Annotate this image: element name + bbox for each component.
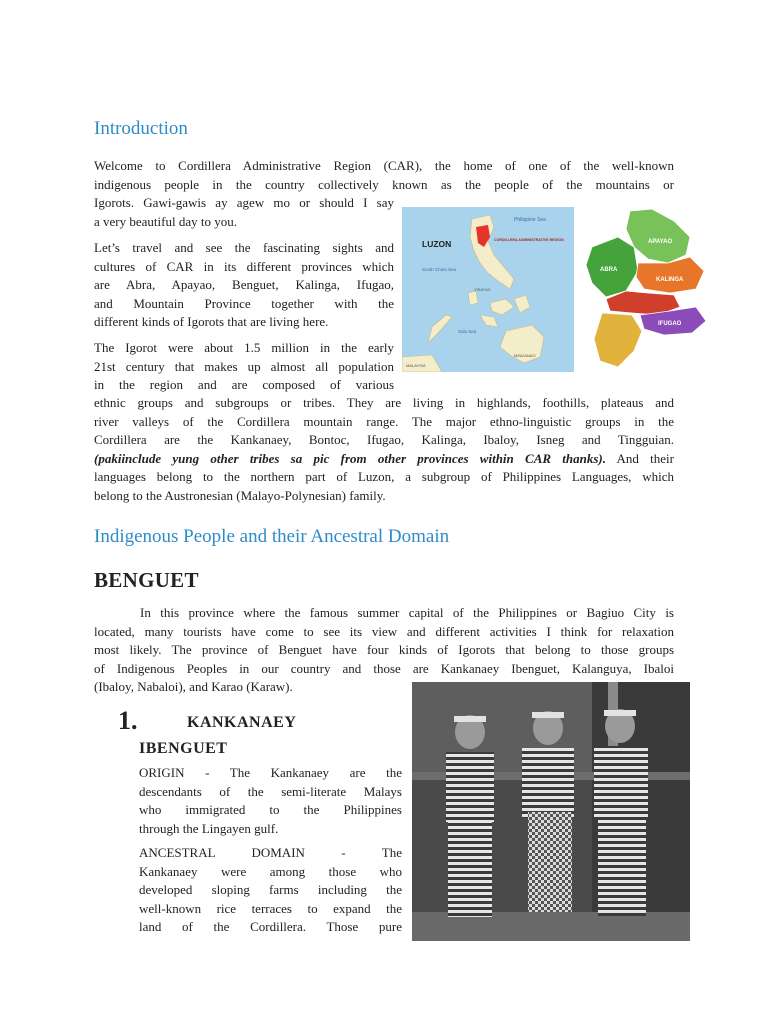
editor-note: (pakiinclude yung other tribes sa pic from other provinces within CAR thanks). [94,450,606,466]
map-label-car: CORDILLERA ADMINISTRATIVE REGION [494,238,564,242]
text-line: cultures of CAR in its different provinces which [94,258,394,274]
intro-paragraph-3-wide [94,394,674,505]
intro-paragraph-1-wrap [94,194,394,231]
map-label-sulu-sea: Sulu Sea [458,329,477,334]
philippines-map [402,207,574,372]
map-label-malaysia: MALAYSIA [406,363,426,368]
list-number: 1. [118,706,138,735]
map-label-ifugao: IFUGAO [658,321,682,327]
kankanaey-women-photo-graphic [412,682,690,941]
intro-paragraph-1 [94,157,674,194]
text-line: land of the Cordillera. Those pure [139,919,402,934]
text-line: 21st century that makes up almost all population [94,358,394,374]
text-line: indigenous people in the country collectively known as the people of the mountains or [94,176,674,192]
map-label-visayas: VISAYAS [474,287,491,292]
text-line: Kankanaey were among those who [139,863,402,879]
text-line: belong to the Austronesian (Malayo-Polynesian) family. [94,487,386,503]
province-title: BENGUET [94,568,199,592]
text-line: ORIGIN - The Kankanaey are the [139,765,402,780]
car-provinces-map [578,207,712,372]
text-line: different kinds of Igorots that are living here. [94,314,329,329]
intro-paragraph-2 [94,239,394,332]
ancestral-domain-heading: Indigenous People and their Ancestral Domain [94,526,450,547]
text-span: And their [606,450,674,466]
text-line: most likely. The province of Benguet have four kinds of Igorots that belong to those groups [94,642,674,657]
philippines-map-graphic [402,207,574,372]
text-line: of Indigenous Peoples in our country and those are Kankanaey Ibenguet, Kalanguya, Ibaloi [94,660,674,676]
text-line: Cordillera are the Kankanaey, Bontoc, Ifugao, Kalinga, Ibaloy, Isneg and Tingguian. [94,432,674,447]
map-label-apayao: APAYAO [648,239,673,245]
text-line: and Mountain Province together with the [94,295,394,311]
intro-paragraph-3 [94,339,394,395]
text-line: in the region and are composed of various [94,377,394,392]
map-label-luzon: LUZON [422,239,452,249]
text-line: Welcome to Cordillera Administrative Region (CAR), the home of one of the well-known [94,158,674,173]
text-line: well-known rice terraces to expand the [139,900,402,916]
text-line: are Abra, Apayao, Benguet, Kalinga, Ifugao, [94,277,394,292]
text-line: through the Lingayen gulf. [139,820,279,836]
text-line: located, many tourists have come to see its view and different activities I think for relaxation [94,623,674,639]
text-line: a very beautiful day to you. [94,213,237,229]
map-label-kalinga: KALINGA [656,277,684,283]
text-line: who immigrated to the Philippines [139,802,402,817]
group-title-line-2: IBENGUET [139,740,228,757]
ancestral-domain-paragraph [139,844,402,937]
text-line: river valleys of the Cordillera mountain range. The major ethno-linguistic groups in the [94,413,674,429]
text-line: ANCESTRAL DOMAIN - The [139,845,402,860]
group-title-line-1: KANKANAEY [187,714,297,731]
kankanaey-women-photo [412,682,690,941]
intro-heading: Introduction [94,118,188,139]
map-label-philippine-sea: Philippine Sea [514,217,546,223]
car-provinces-map-graphic [578,207,712,372]
text-line: developed sloping farms including the [139,882,402,897]
text-line: (Ibaloy, Nabaloi), and Karao (Karaw). [94,679,293,694]
text-line: languages belong to the northern part of Luzon, a subgroup of Philippines Languages, which [94,469,674,484]
map-label-abra: ABRA [600,267,618,273]
text-line: Let’s travel and see the fascinating sights and [94,240,394,255]
text-line: descendants of the semi-literate Malays [139,783,402,799]
text-line: In this province where the famous summer capital of the Philippines or Bagiuo City is [140,605,674,620]
origin-paragraph [139,764,402,838]
text-line: Igorots. Gawi-gawis ay agew mo or should I say [94,195,394,210]
text-line: ethnic groups and subgroups or tribes. They are living in highlands, foothills, plateaus and [94,395,674,410]
map-label-south-china-sea: South China Sea [422,267,457,272]
text-line-with-note [94,450,674,469]
map-label-mindanao: MINDANAO [514,353,536,358]
text-line: The Igorot were about 1.5 million in the early [94,340,394,355]
